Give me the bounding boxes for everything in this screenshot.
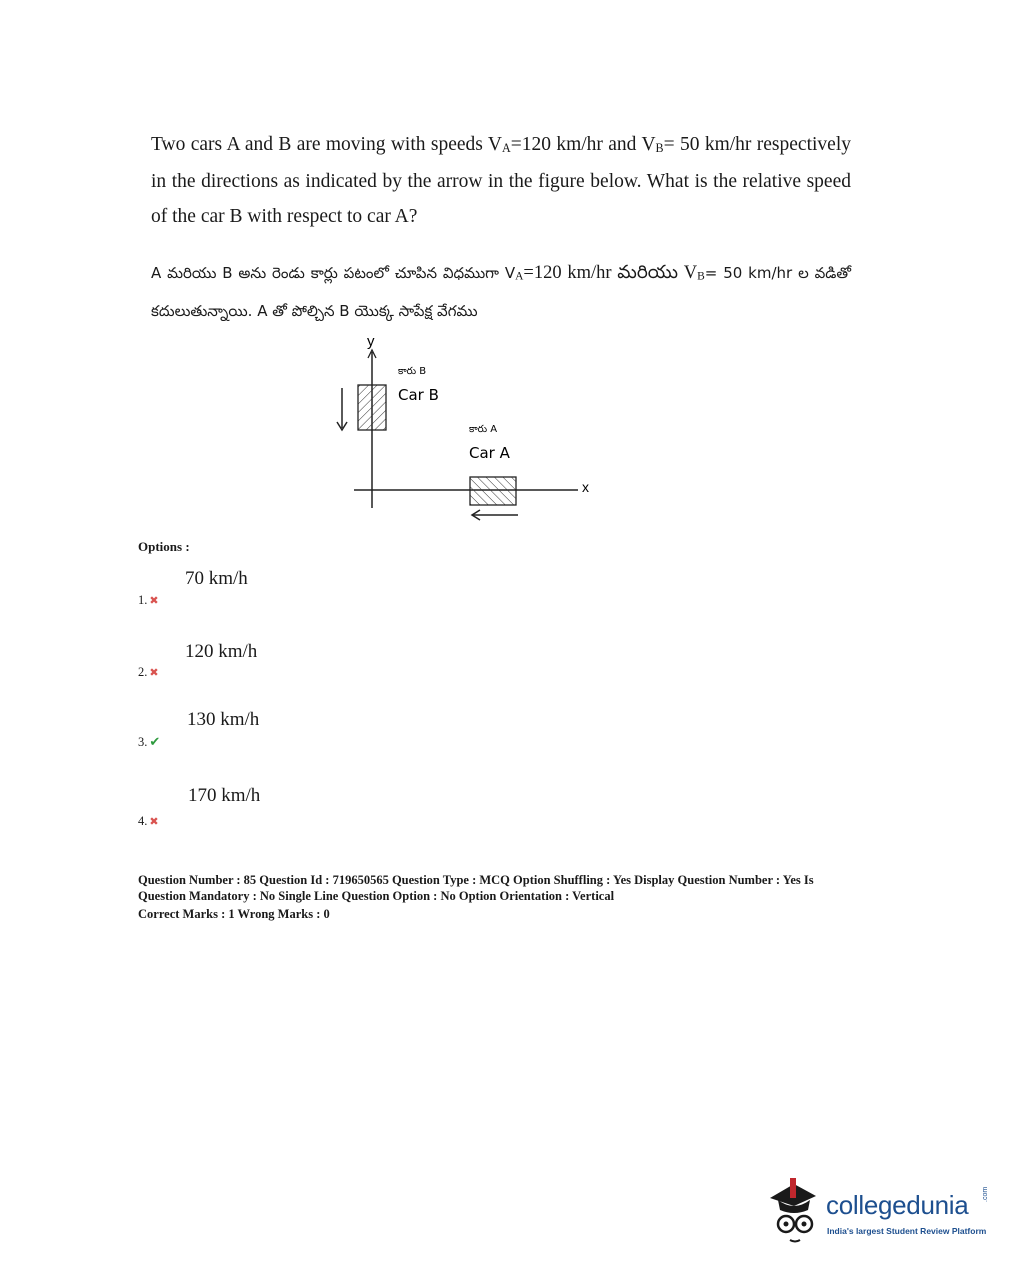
question-en-part3: = 50 km/hr respectively in the directions as indicated by the arrow in the figure below. What is the relative speed of the car B with respect to car A? [151, 134, 851, 227]
car-b-telugu-label: కారు B [398, 366, 427, 377]
option-number-text: 1. [138, 593, 148, 607]
option-2-value[interactable]: 120 km/h [185, 641, 258, 662]
question-te-part2: =120 km/hr మరియు V [523, 263, 698, 283]
options-label: Options : [138, 539, 190, 554]
metadata-line-3: Correct Marks : 1 Wrong Marks : 0 [138, 907, 330, 921]
car-a-telugu-label: కారు A [469, 424, 498, 435]
car-b-label: Car B [398, 386, 439, 404]
option-4-value[interactable]: 170 km/h [188, 785, 261, 806]
brand-tagline: India's largest Student Review Platform [827, 1226, 987, 1236]
subscript-a: A [501, 140, 511, 155]
question-en-part2: =120 km/hr and V [510, 134, 656, 155]
brand-name: collegedunia [826, 1190, 969, 1220]
option-4-number [138, 814, 159, 829]
x-axis-label: x [582, 479, 589, 495]
subscript-a-te: A [515, 270, 524, 283]
option-number-text: 3. [138, 735, 148, 749]
question-te-part1: A మరియు B అను రెండు కార్లు పటంలో చూపిన విధముగా V [151, 264, 516, 282]
car-b-box [358, 385, 386, 430]
wrong-mark-icon: ✖ [149, 666, 159, 679]
car-a-label: Car A [469, 444, 510, 462]
option-1-value[interactable]: 70 km/h [185, 568, 248, 589]
motion-diagram [330, 330, 610, 526]
correct-check-icon: ✔ [149, 735, 161, 750]
wrong-mark-icon: ✖ [149, 815, 159, 828]
brand-domain: .com [982, 1186, 989, 1202]
question-te-part3: = 50 km/hr ల వడితో కదులుతున్నాయి. A తో పోల్చిన B యొక్క సాపేక్ష వేగము [151, 264, 851, 320]
option-2-number [138, 665, 159, 680]
option-3-value[interactable]: 130 km/h [187, 709, 260, 730]
subscript-b-te: B [697, 270, 705, 283]
question-text-telugu [151, 256, 851, 328]
option-number-text: 4. [138, 814, 148, 828]
option-3-number [138, 735, 160, 750]
question-text-english [151, 128, 851, 234]
metadata-line-1: Question Number : 85 Question Id : 719650565 Question Type : MCQ Option Shuffling : Yes Display Question Number : Yes Is [138, 873, 814, 887]
metadata-line-2: Question Mandatory : No Single Line Question Option : No Option Orientation : Vertical [138, 888, 615, 903]
question-en-part1: Two cars A and B are moving with speeds V [151, 134, 502, 155]
car-a-box [470, 477, 516, 505]
y-axis-label: y [367, 333, 375, 350]
wrong-mark-icon: ✖ [149, 594, 159, 607]
option-1-number [138, 593, 159, 608]
subscript-b: B [655, 140, 664, 155]
question-metadata [138, 873, 898, 923]
option-number-text: 2. [138, 665, 148, 679]
